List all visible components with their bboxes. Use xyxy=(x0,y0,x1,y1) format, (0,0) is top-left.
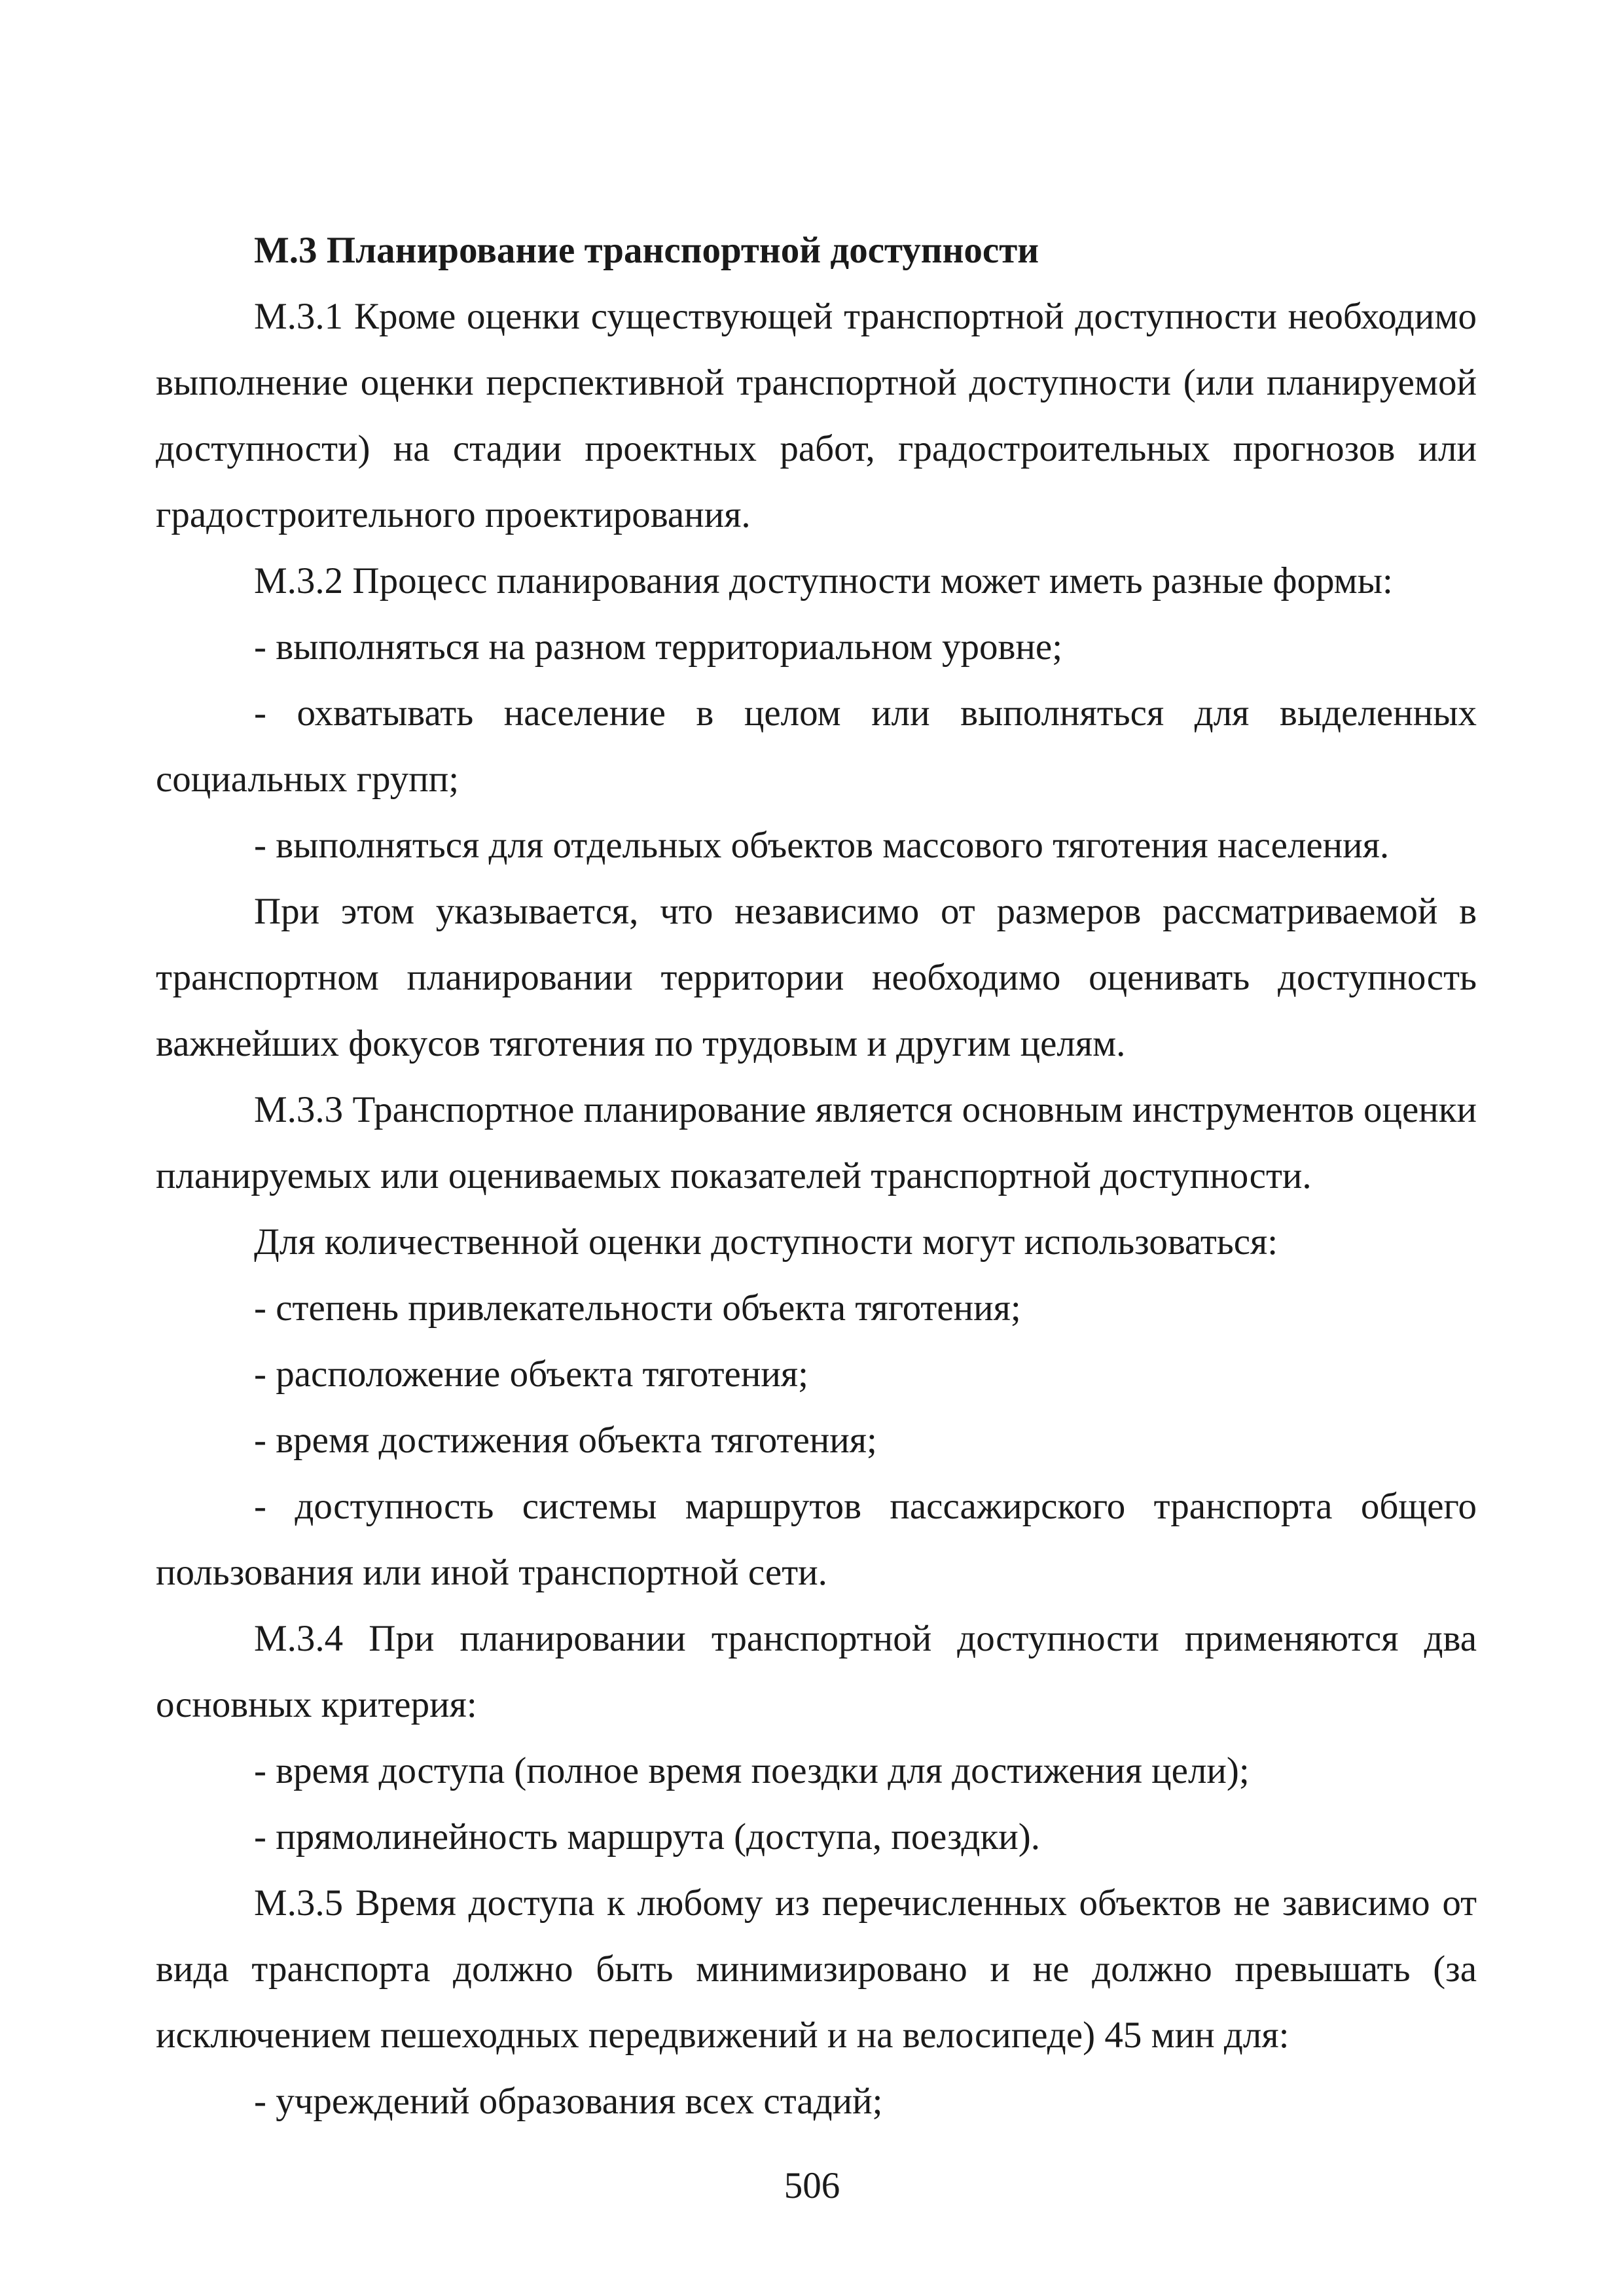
section-heading: М.3 Планирование транспортной доступности xyxy=(254,230,1039,271)
paragraph-note: При этом указывается, что независимо от размеров рассматриваемой в транспортном планировании территории необходимо оценивать доступность важнейших фокусов тяготения по трудовым и другим целям. xyxy=(156,891,1477,1064)
list-item: - прямолинейность маршрута (доступа, поездки). xyxy=(254,1816,1040,1857)
list-item: - учреждений образования всех стадий; xyxy=(254,2081,883,2122)
list-item: - выполняться на разном территориальном уровне; xyxy=(254,626,1063,668)
paragraph-m-3-5: М.3.5 Время доступа к любому из перечисленных объектов не зависимо от вида транспорта должно быть минимизировано и не должно превышать (за исключением пешеходных передвижений и на велосипеде) 45 мин для: xyxy=(156,1882,1477,2056)
list-item: - расположение объекта тяготения; xyxy=(254,1354,808,1395)
page-body xyxy=(156,217,1477,2134)
list-item: - доступность системы маршрутов пассажирского транспорта общего пользования или иной транспортной сети. xyxy=(156,1486,1477,1593)
paragraph-m-3-3: М.3.3 Транспортное планирование является основным инструментов оценки планируемых или оцениваемых показателей транспортной доступности. xyxy=(156,1089,1477,1196)
list-item: - выполняться для отдельных объектов массового тяготения населения. xyxy=(254,825,1390,866)
paragraph-m-3-2: М.3.2 Процесс планирования доступности может иметь разные формы: xyxy=(254,560,1393,601)
paragraph-m-3-1: М.3.1 Кроме оценки существующей транспортной доступности необходимо выполнение оценки перспективной транспортной доступности (или планируемой доступности) на стадии проектных работ, градостроительных прогнозов или градостроительного проектирования. xyxy=(156,296,1477,535)
list-item: - степень привлекательности объекта тяготения; xyxy=(254,1287,1021,1329)
page-number: 506 xyxy=(784,2165,840,2206)
list-item: - время доступа (полное время поездки для достижения цели); xyxy=(254,1750,1250,1791)
list-item: - охватывать население в целом или выполняться для выделенных социальных групп; xyxy=(156,692,1477,800)
list-item: - время достижения объекта тяготения; xyxy=(254,1420,877,1461)
paragraph-quantitative: Для количественной оценки доступности могут использоваться: xyxy=(254,1221,1278,1263)
paragraph-m-3-4: М.3.4 При планировании транспортной доступности применяются два основных критерия: xyxy=(156,1618,1477,1725)
